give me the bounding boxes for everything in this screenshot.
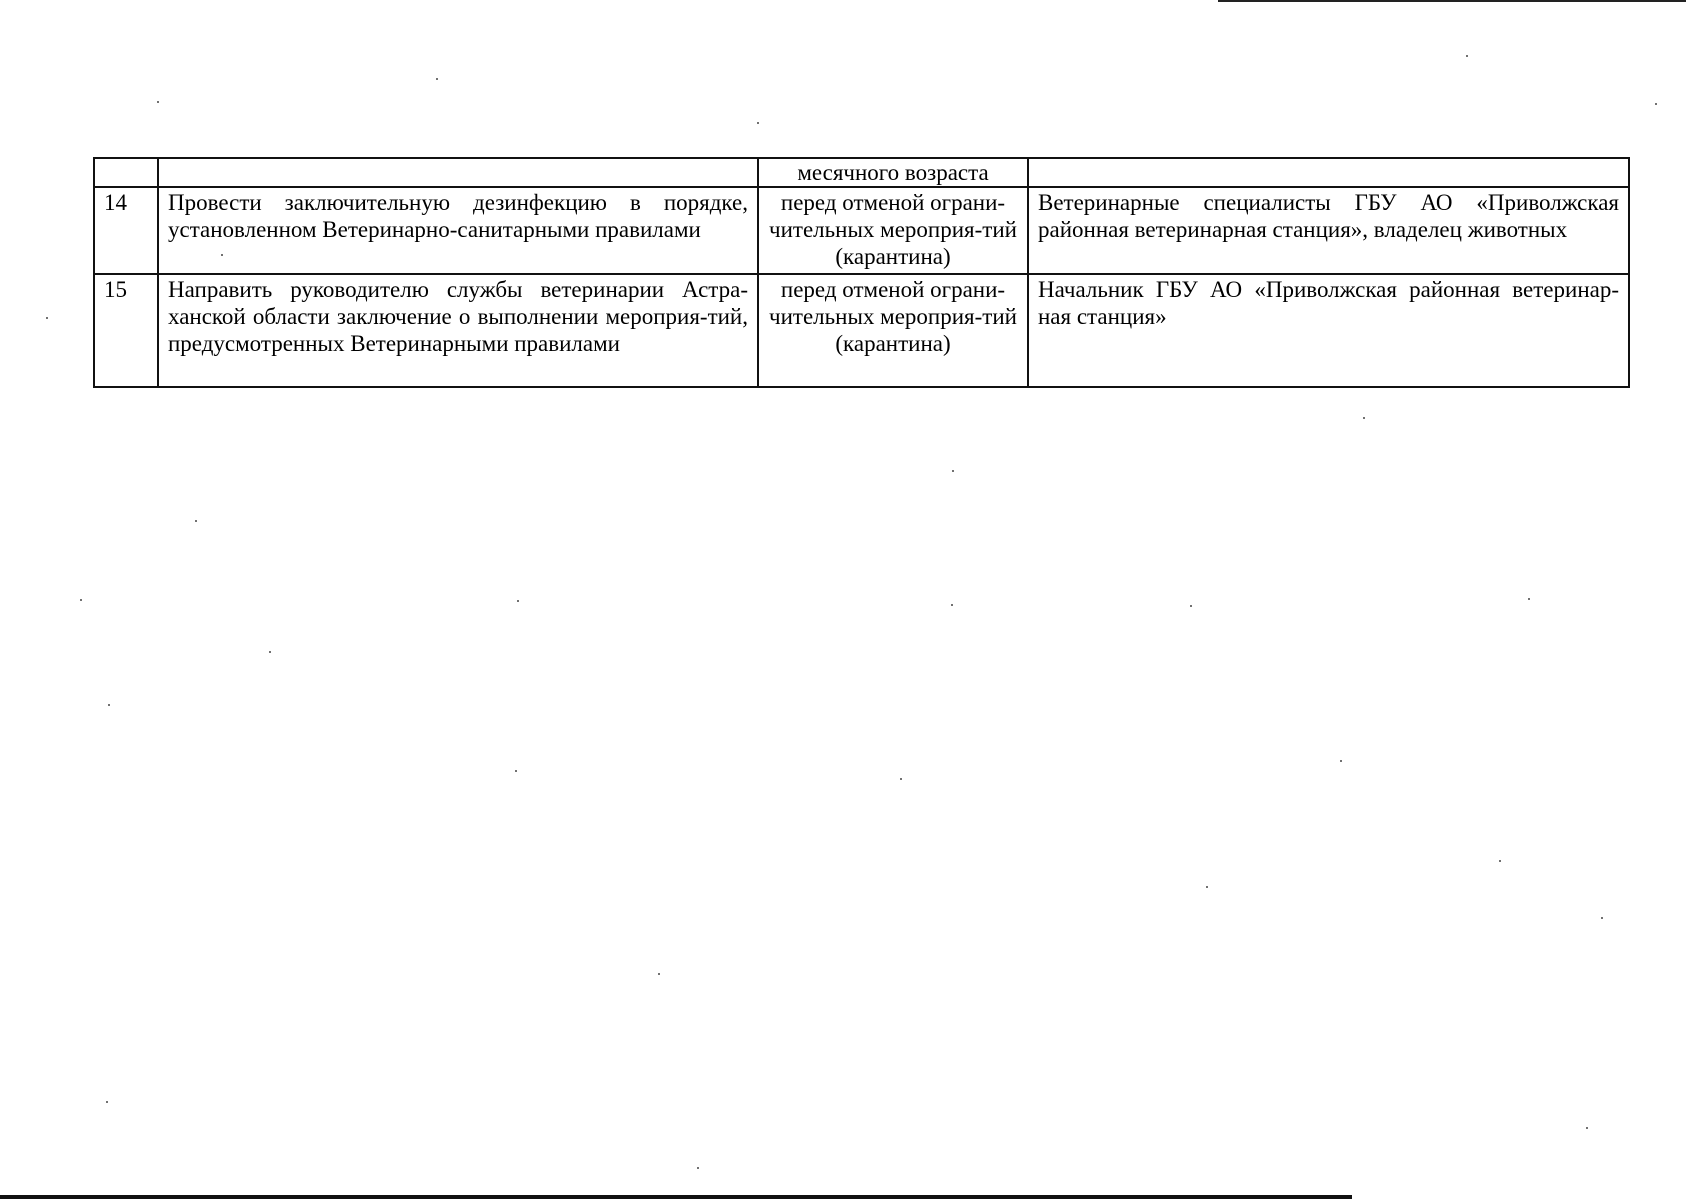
scan-speck [900, 778, 902, 780]
scan-speck [1190, 605, 1192, 607]
scan-bottom-edge-line [0, 1195, 1352, 1199]
responsible-text [1028, 158, 1629, 187]
scan-speck [1363, 417, 1365, 419]
scan-speck [1528, 598, 1530, 600]
scan-speck [46, 317, 48, 319]
scan-speck [697, 1167, 699, 1169]
scan-speck [951, 604, 953, 606]
scan-speck [1499, 860, 1501, 862]
scan-speck [1206, 886, 1208, 888]
scan-top-edge-line [1218, 0, 1686, 2]
row-number: 15 [94, 274, 158, 387]
scan-speck [517, 600, 519, 602]
responsible-text: Ветеринарные специалисты ГБУ АО «Приволжская районная ветеринарная станция», владелец животных [1028, 187, 1629, 274]
table-row [94, 274, 1629, 387]
row-number [94, 158, 158, 187]
table-row [94, 158, 1629, 187]
responsible-text: Начальник ГБУ АО «Приволжская районная ветеринар-ная станция» [1028, 274, 1629, 387]
scan-speck [436, 78, 438, 80]
action-text: Провести заключительную дезинфекцию в порядке, установленном Ветеринарно-санитарными правилами [158, 187, 758, 274]
scan-speck [658, 973, 660, 975]
table-row [94, 187, 1629, 274]
measures-table [93, 157, 1630, 388]
scan-speck [269, 651, 271, 653]
scan-speck [952, 470, 954, 472]
scan-speck [1340, 760, 1342, 762]
action-text [158, 158, 758, 187]
term-text: месячного возраста [758, 158, 1028, 187]
scan-speck [1586, 1127, 1588, 1129]
scan-speck [108, 704, 110, 706]
term-text: перед отменой ограни-чительных мероприя-тий (карантина) [758, 187, 1028, 274]
scan-speck [80, 599, 82, 601]
row-number: 14 [94, 187, 158, 274]
scan-speck [1601, 917, 1603, 919]
scan-speck [157, 101, 159, 103]
scan-speck [221, 254, 223, 256]
scan-speck [515, 770, 517, 772]
scan-speck [1466, 55, 1468, 57]
scan-speck [195, 520, 197, 522]
scan-speck [106, 1101, 108, 1103]
scan-speck [757, 122, 759, 124]
action-text: Направить руководителю службы ветеринарии Астра-ханской области заключение о выполнении мероприя-тий, предусмотренных Ветеринарными правилами [158, 274, 758, 387]
term-text: перед отменой ограни-чительных мероприя-тий (карантина) [758, 274, 1028, 387]
scan-speck [1655, 103, 1657, 105]
